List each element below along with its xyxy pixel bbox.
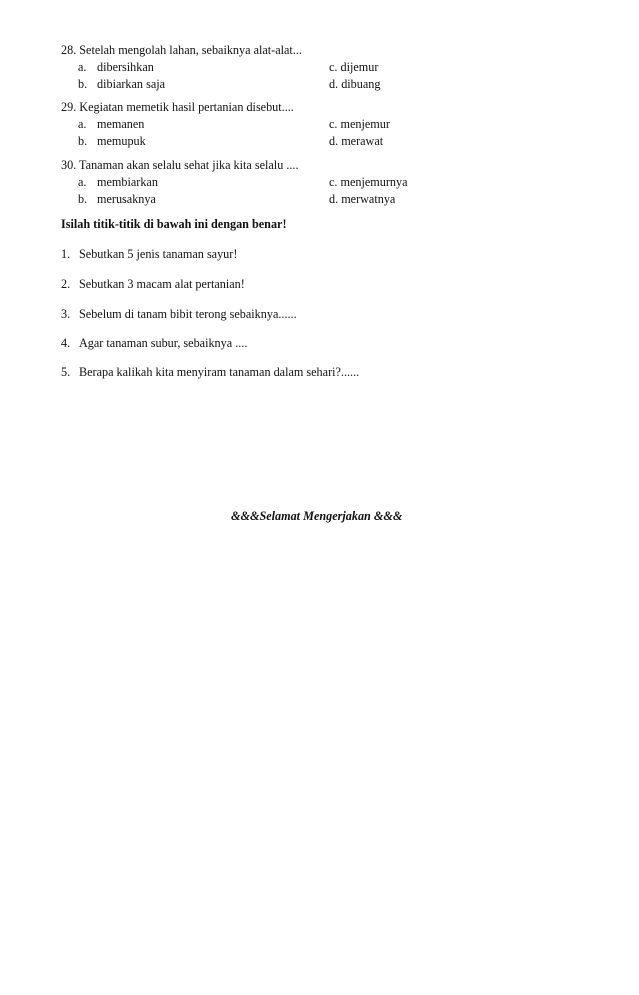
option-letter: c. xyxy=(329,60,338,74)
option-row xyxy=(61,116,421,133)
option-letter: c. xyxy=(329,117,338,131)
essay-text: Sebelum di tanam bibit terong sebaiknya...... xyxy=(79,307,297,321)
option-text: memanen xyxy=(97,117,145,131)
essay-heading: Isilah titik-titik di bawah ini dengan benar! xyxy=(61,217,287,231)
option-letter: a. xyxy=(78,175,87,189)
question-stem: 28. Setelah mengolah lahan, sebaiknya alat-alat... xyxy=(61,43,302,57)
essay-item-4 xyxy=(61,335,247,352)
question-30 xyxy=(61,157,421,208)
option-c xyxy=(329,116,390,133)
essay-text: Sebutkan 5 jenis tanaman sayur! xyxy=(79,247,238,261)
option-text: dibersihkan xyxy=(97,60,154,74)
option-text: merawat xyxy=(341,134,384,148)
option-text: dibiarkan saja xyxy=(97,77,166,91)
option-text: memupuk xyxy=(97,134,146,148)
essay-item-5 xyxy=(61,364,359,381)
option-letter: b. xyxy=(78,134,88,148)
option-d xyxy=(329,191,395,208)
option-letter: c. xyxy=(329,175,338,189)
option-text: merusaknya xyxy=(97,192,156,206)
question-29 xyxy=(61,99,421,150)
option-a xyxy=(61,59,329,76)
essay-text: Berapa kalikah kita menyiram tanaman dalam sehari?...... xyxy=(79,365,360,379)
option-text: membiarkan xyxy=(97,175,158,189)
option-letter: d. xyxy=(329,77,339,91)
question-stem: 29. Kegiatan memetik hasil pertanian disebut.... xyxy=(61,100,294,114)
option-letter: b. xyxy=(78,192,88,206)
option-b xyxy=(61,76,329,93)
option-text: dibuang xyxy=(341,77,381,91)
option-text: dijemur xyxy=(340,60,379,74)
essay-number: 4. xyxy=(61,336,71,350)
option-row xyxy=(61,191,421,208)
option-row xyxy=(61,59,421,76)
option-b xyxy=(61,191,329,208)
essay-item-1 xyxy=(61,246,237,263)
option-letter: d. xyxy=(329,134,339,148)
option-letter: a. xyxy=(78,60,87,74)
option-d xyxy=(329,76,380,93)
essay-item-3 xyxy=(61,306,297,323)
option-row xyxy=(61,133,421,150)
option-letter: a. xyxy=(78,117,87,131)
option-b xyxy=(61,133,329,150)
option-c xyxy=(329,59,378,76)
option-letter: d. xyxy=(329,192,339,206)
option-a xyxy=(61,116,329,133)
closing-message: &&&Selamat Mengerjakan &&& xyxy=(231,509,403,523)
essay-text: Agar tanaman subur, sebaiknya .... xyxy=(79,336,248,350)
option-text: merwatnya xyxy=(341,192,396,206)
option-c xyxy=(329,174,408,191)
question-stem: 30. Tanaman akan selalu sehat jika kita selalu .... xyxy=(61,158,299,172)
essay-number: 5. xyxy=(61,365,71,379)
option-row xyxy=(61,76,421,93)
option-letter: b. xyxy=(78,77,88,91)
essay-number: 3. xyxy=(61,307,71,321)
essay-number: 1. xyxy=(61,247,71,261)
option-text: menjemur xyxy=(340,117,390,131)
option-row xyxy=(61,174,421,191)
option-a xyxy=(61,174,329,191)
essay-text: Sebutkan 3 macam alat pertanian! xyxy=(79,277,245,291)
option-d xyxy=(329,133,383,150)
option-text: menjemurnya xyxy=(340,175,408,189)
question-28 xyxy=(61,42,421,93)
essay-number: 2. xyxy=(61,277,71,291)
essay-item-2 xyxy=(61,276,245,293)
